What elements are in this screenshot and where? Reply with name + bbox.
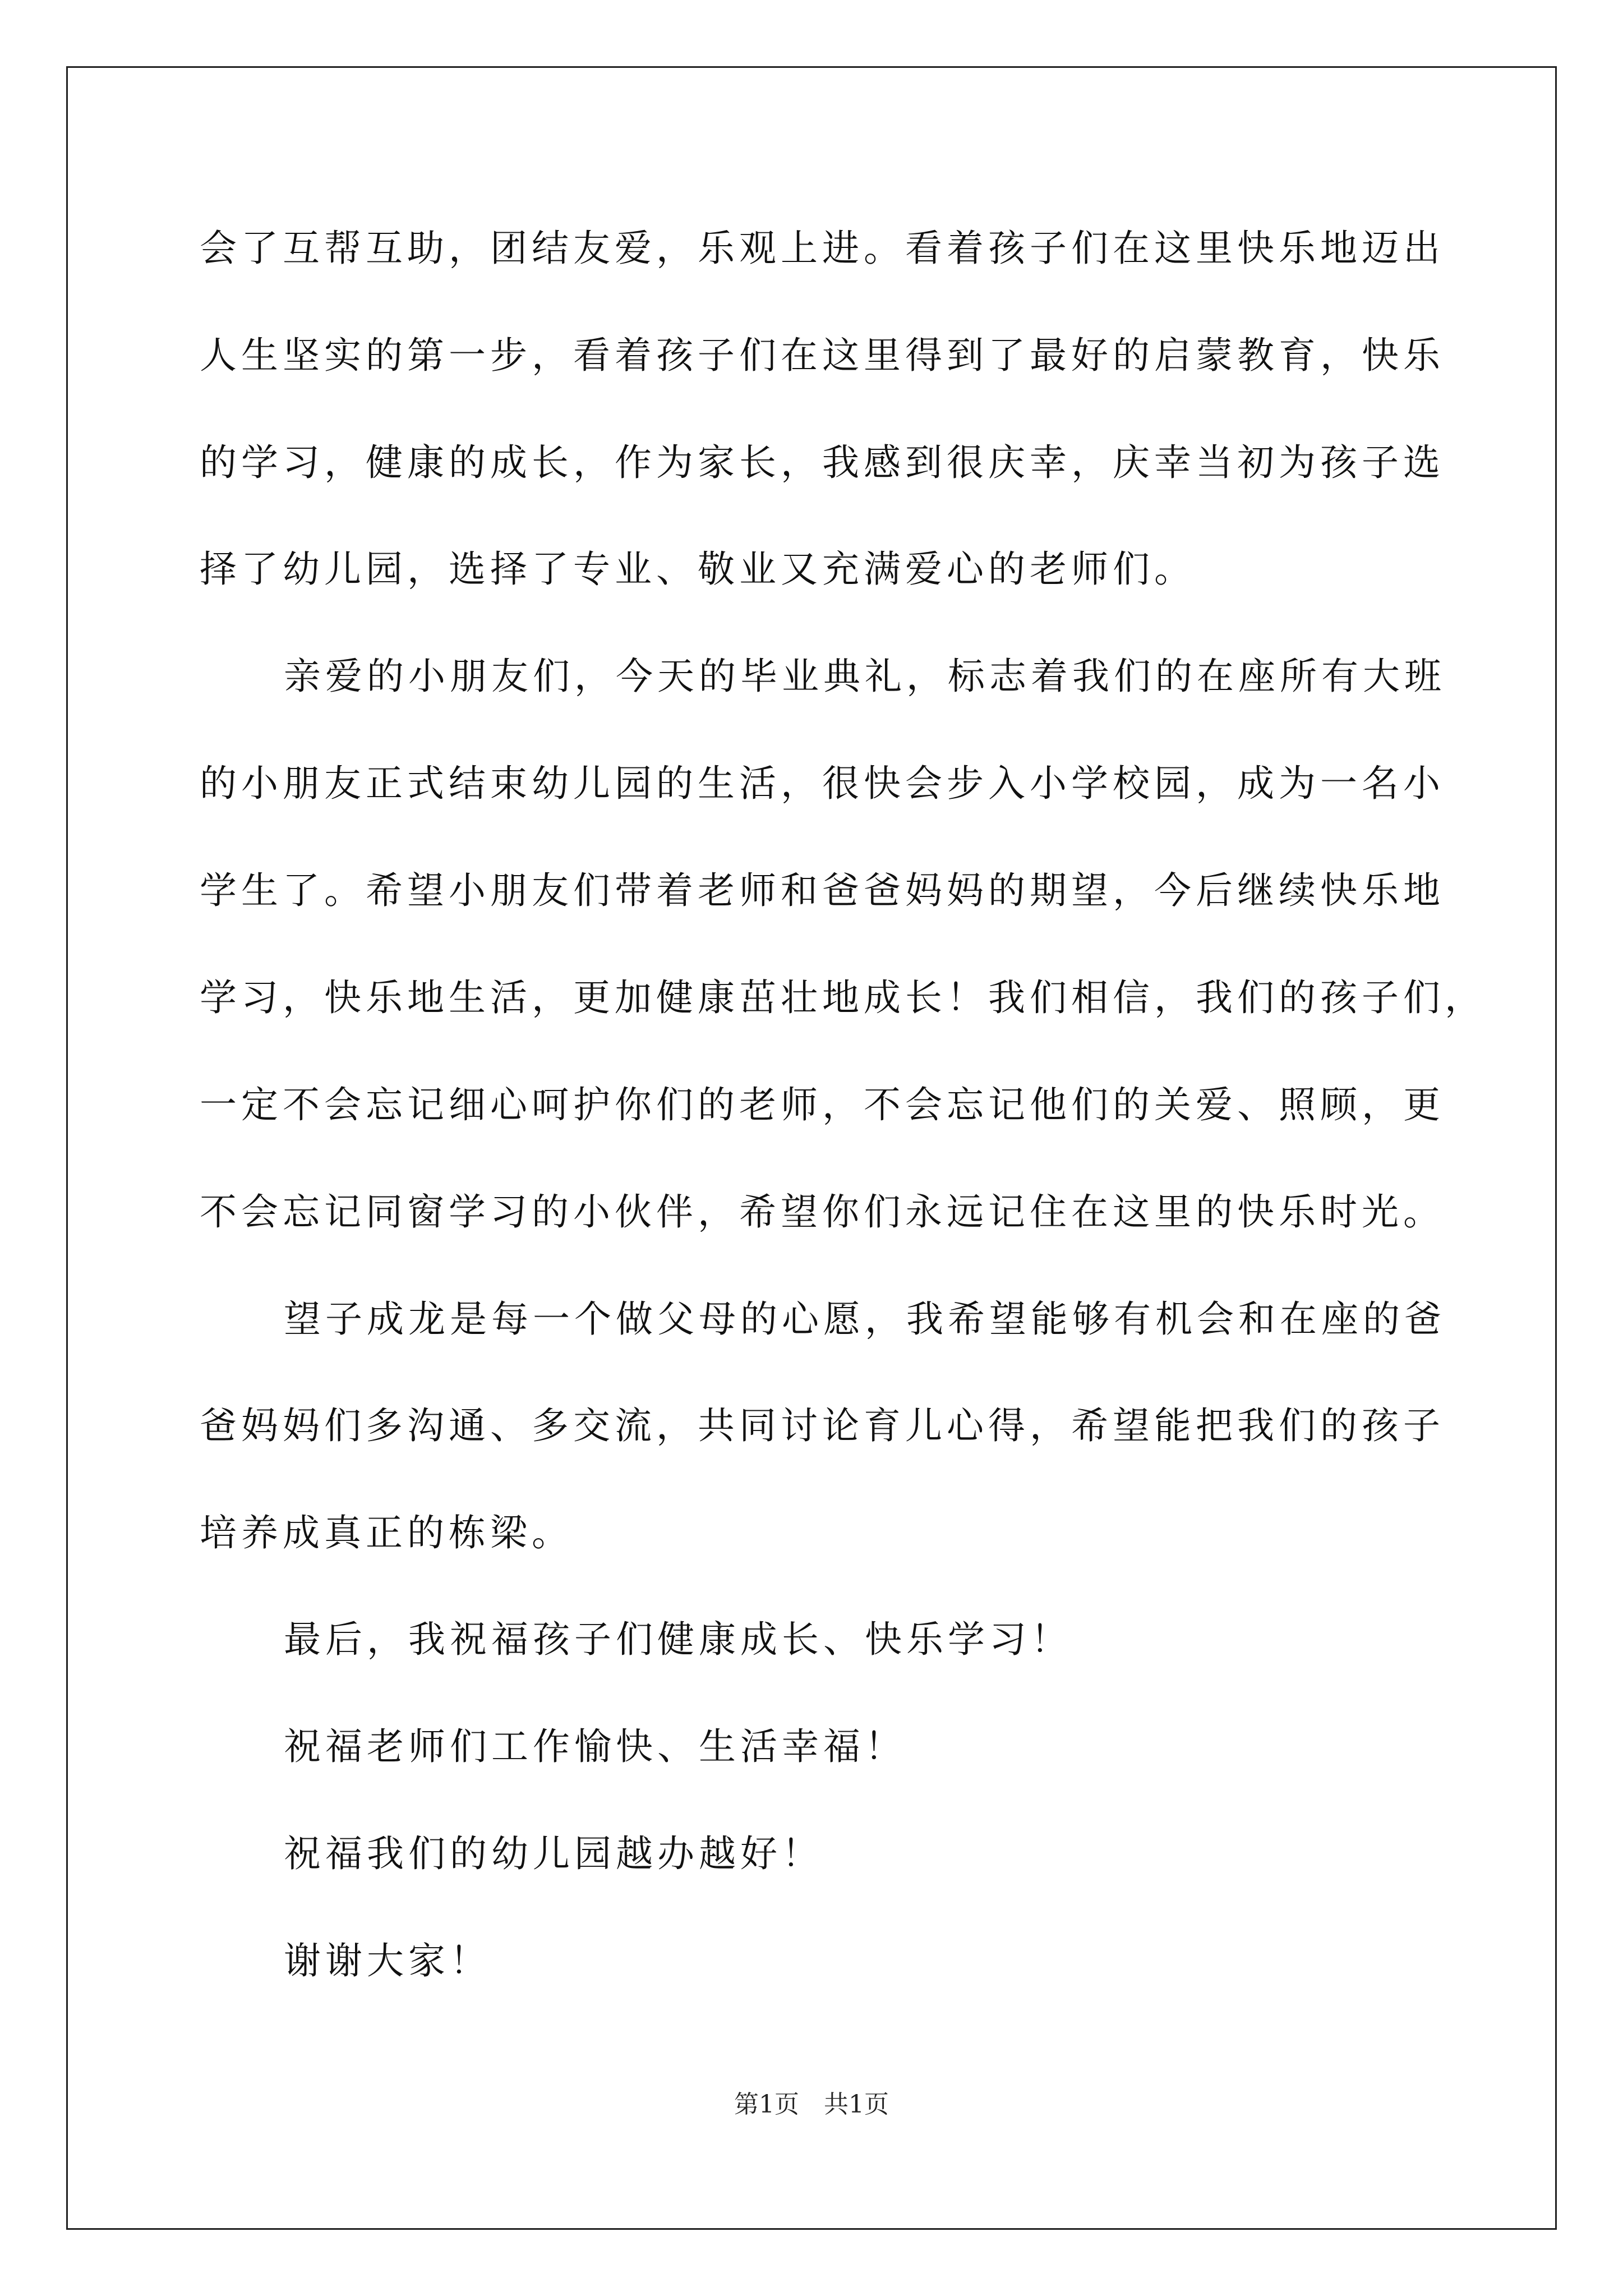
page-number-total: 共1页 [824,2090,889,2119]
closing-line-1: 最后，我祝福孩子们健康成长、快乐学习！ [284,1618,1072,1661]
paragraph-3-line-3: 培养成真正的栋梁。 [200,1511,573,1554]
paragraph-2-line-5: 一定不会忘记细心呵护你们的老师，不会忘记他们的关爱、照顾，更 [200,1083,1445,1126]
paragraph-2-line-2: 的小朋友正式结束幼儿园的生活，很快会步入小学校园，成为一名小 [200,762,1445,805]
paragraph-2-line-6: 不会忘记同窗学习的小伙伴，希望你们永远记住在这里的快乐时光。 [200,1190,1445,1234]
page-number-current: 第1页 [734,2090,799,2119]
paragraph-2-line-1: 亲爱的小朋友们，今天的毕业典礼，标志着我们的在座所有大班 [284,655,1446,698]
page-border [66,66,1557,2230]
paragraph-1-line-1: 会了互帮互助，团结友爱，乐观上进。看着孩子们在这里快乐地迈出 [200,227,1445,270]
paragraph-1-line-3: 的学习，健康的成长，作为家长，我感到很庆幸，庆幸当初为孩子选 [200,441,1445,484]
paragraph-3-line-1: 望子成龙是每一个做父母的心愿，我希望能够有机会和在座的爸 [284,1297,1446,1341]
closing-line-3: 祝福我们的幼儿园越办越好！ [284,1832,823,1875]
paragraph-2-line-4: 学习，快乐地生活，更加健康茁壮地成长！我们相信，我们的孩子们， [200,976,1486,1019]
page-footer [0,2088,1623,2122]
paragraph-1-line-4: 择了幼儿园，选择了专业、敬业又充满爱心的老师们。 [200,547,1196,591]
paragraph-1-line-2: 人生坚实的第一步，看着孩子们在这里得到了最好的启蒙教育，快乐 [200,334,1445,377]
closing-thanks: 谢谢大家！ [284,1939,491,1982]
paragraph-3-line-2: 爸妈妈们多沟通、多交流，共同讨论育儿心得，希望能把我们的孩子 [200,1404,1445,1447]
closing-line-2: 祝福老师们工作愉快、生活幸福！ [284,1725,906,1768]
paragraph-2-line-3: 学生了。希望小朋友们带着老师和爸爸妈妈的期望，今后继续快乐地 [200,869,1445,912]
